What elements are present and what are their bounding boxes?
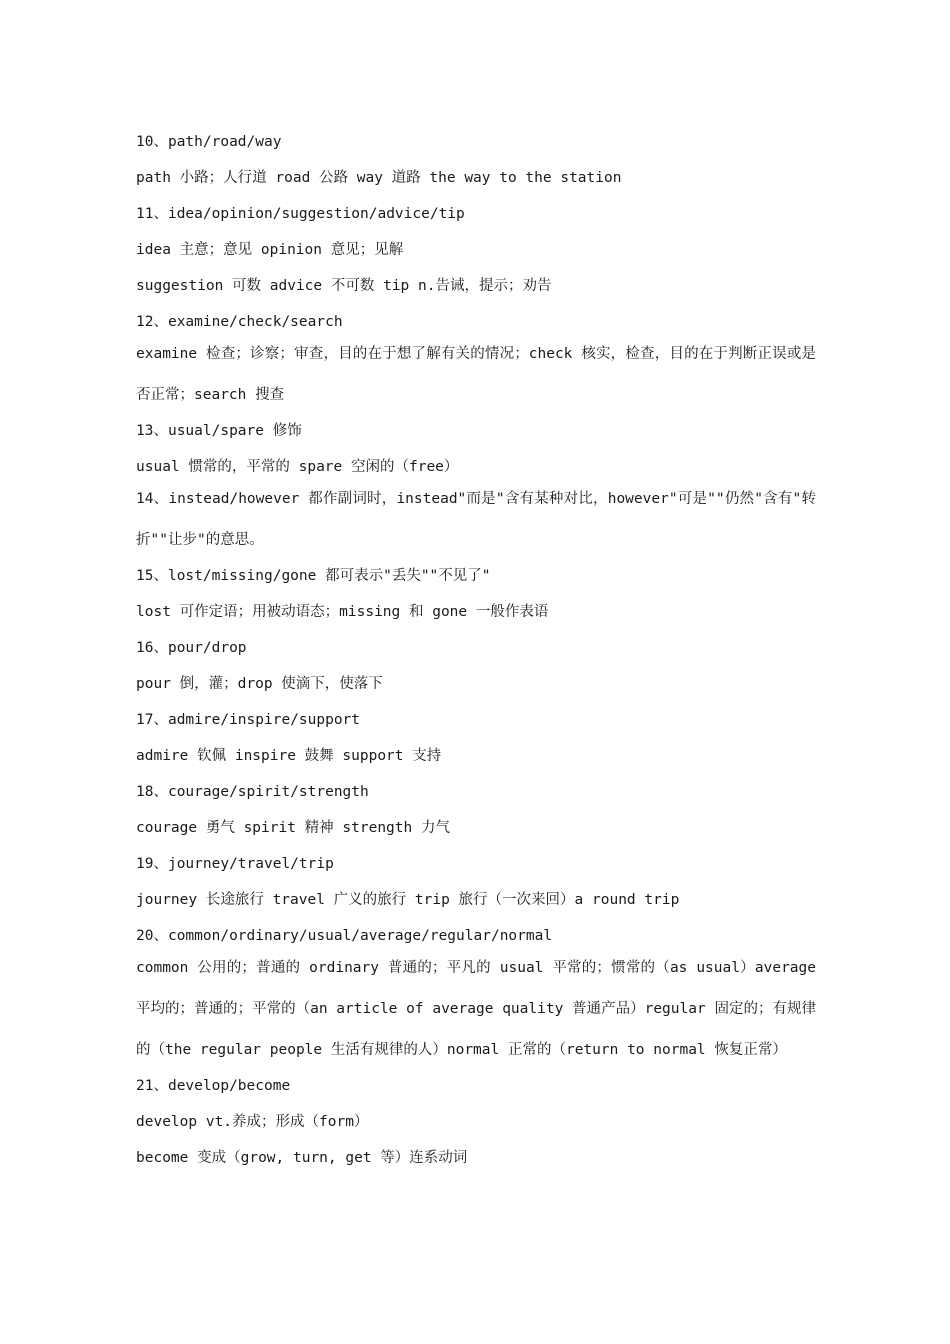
definition-10: path 小路；人行道 road 公路 way 道路 the way to the station [136,170,622,186]
heading-13: 13、usual/spare 修饰 [136,423,302,439]
heading-20: 20、common/ordinary/usual/average/regular/normal [136,928,553,944]
heading-10: 10、path/road/way [136,134,282,150]
heading-15: 15、lost/missing/gone 都可表示"丢失""不见了" [136,568,491,584]
definition-11b: suggestion 可数 advice 不可数 tip n.告诫，提示；劝告 [136,278,552,294]
heading-16: 16、pour/drop [136,640,247,656]
definition-13: usual 惯常的，平常的 spare 空闲的（free） [136,459,459,475]
document-body [136,124,816,1176]
heading-21: 21、develop/become [136,1078,291,1094]
heading-14: 14、instead/however 都作副词时，instead"而是"含有某种对比，however"可是""仍然"含有"转折""让步"的意思。 [136,491,816,548]
heading-17: 17、admire/inspire/support [136,712,361,728]
heading-11: 11、idea/opinion/suggestion/advice/tip [136,206,465,222]
definition-20: common 公用的；普通的 ordinary 普通的；平凡的 usual 平常的；惯常的（as usual）average 平均的；普通的；平常的（an article of average quality 普通产品）regular 固定的；有规律的（the regular people 生活有规律的人）normal 正常的（return to normal 恢复正常） [136,960,816,1058]
heading-19: 19、journey/travel/trip [136,856,334,872]
definition-18: courage 勇气 spirit 精神 strength 力气 [136,820,450,836]
definition-16: pour 倒，灌；drop 使滴下，使落下 [136,676,383,692]
definition-11a: idea 主意；意见 opinion 意见；见解 [136,242,404,258]
definition-21b: become 变成（grow, turn, get 等）连系动词 [136,1150,468,1166]
definition-15: lost 可作定语；用被动语态；missing 和 gone 一般作表语 [136,604,549,620]
heading-12: 12、examine/check/search [136,314,343,330]
definition-12: examine 检查；诊察；审查，目的在于想了解有关的情况；check 核实，检查，目的在于判断正误或是否正常；search 搜查 [136,346,816,403]
heading-18: 18、courage/spirit/strength [136,784,369,800]
definition-17: admire 钦佩 inspire 鼓舞 support 支持 [136,748,442,764]
definition-21a: develop vt.养成；形成（form） [136,1114,369,1130]
definition-19: journey 长途旅行 travel 广义的旅行 trip 旅行（一次来回）a round trip [136,892,680,908]
